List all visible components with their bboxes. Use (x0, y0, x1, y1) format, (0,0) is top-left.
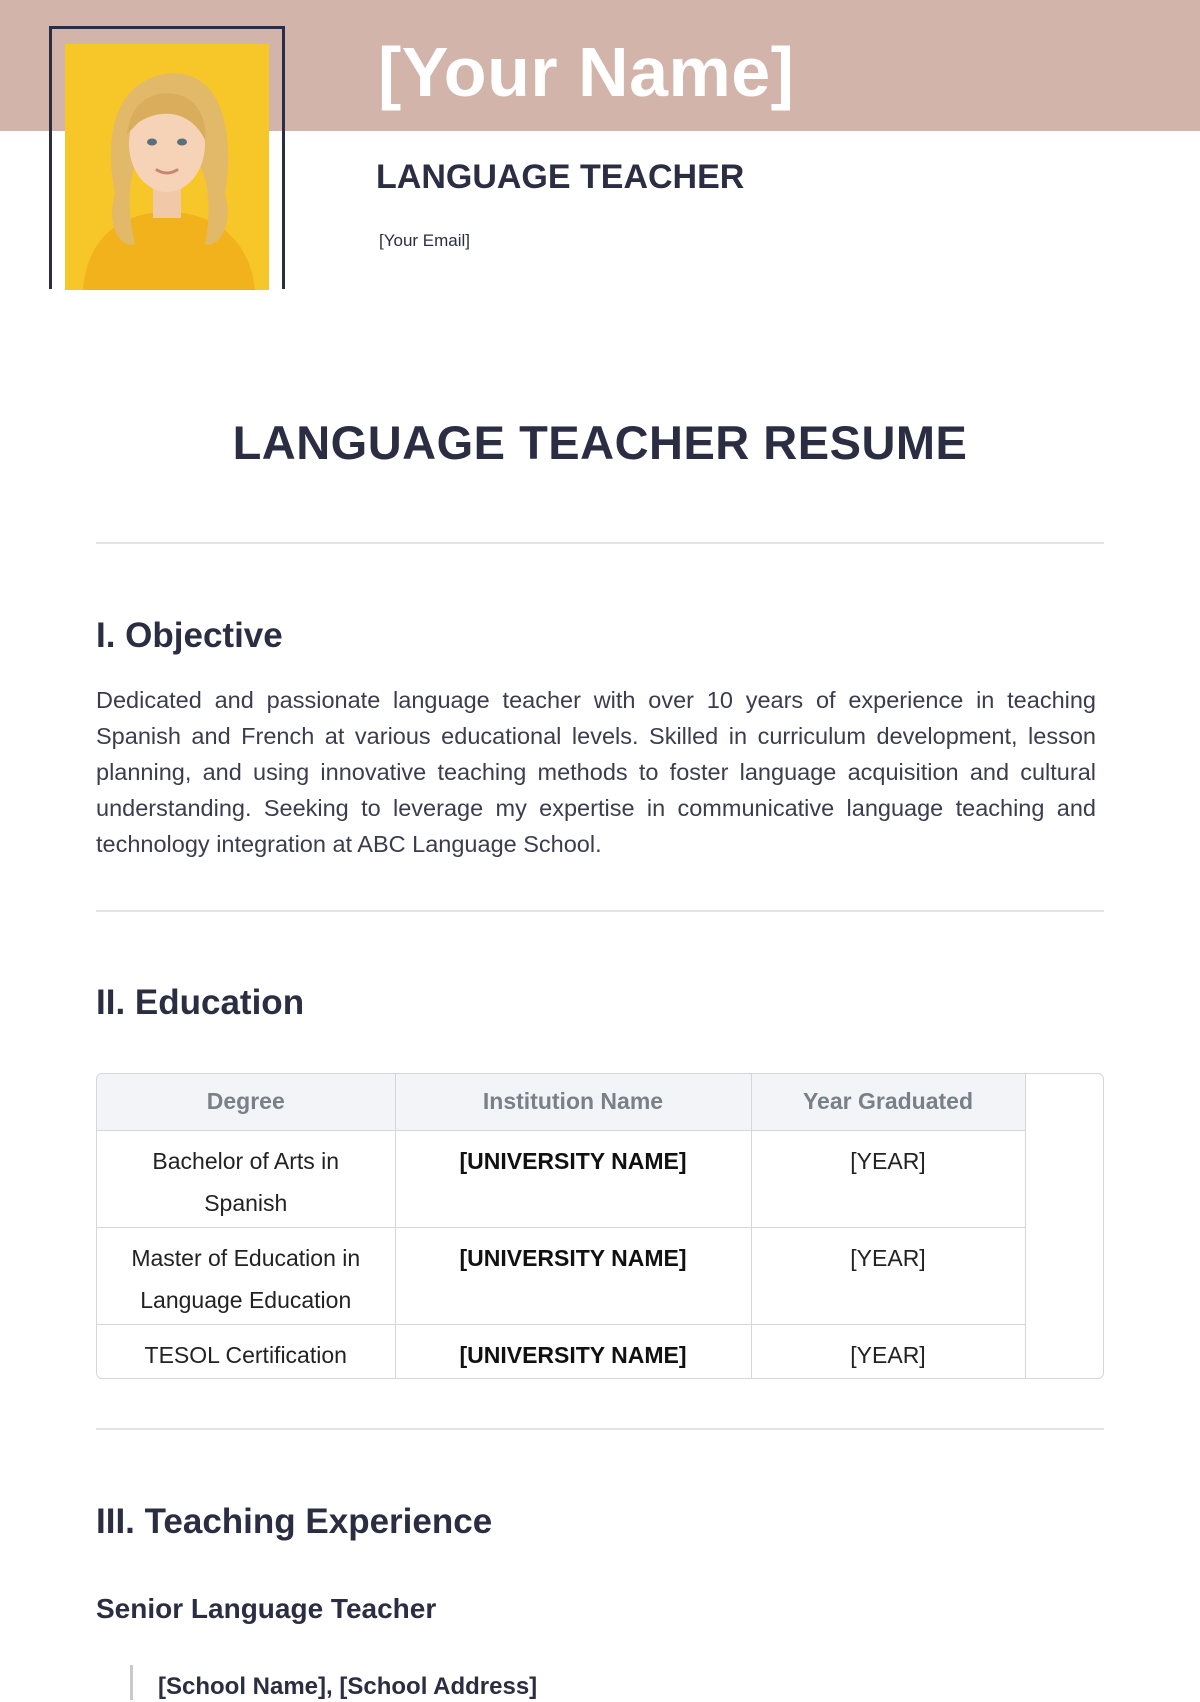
institution-cell: [UNIVERSITY NAME] (395, 1227, 751, 1324)
school-name-address: [School Name], [School Address] (158, 1673, 538, 1700)
table-row (97, 1227, 1025, 1324)
column-header-degree: Degree (97, 1074, 395, 1130)
table-header-row (97, 1074, 1025, 1130)
table-row (97, 1130, 1025, 1227)
section-divider (96, 542, 1104, 544)
year-cell: [YEAR] (751, 1130, 1025, 1227)
column-header-year: Year Graduated (751, 1074, 1025, 1130)
email-placeholder: [Your Email] (379, 231, 471, 250)
position-title: Senior Language Teacher (96, 1593, 437, 1624)
education-table (96, 1073, 1104, 1379)
column-header-institution: Institution Name (395, 1074, 751, 1130)
degree-cell: TESOL Certification (97, 1324, 395, 1379)
degree-cell: Bachelor of Arts in Spanish (97, 1130, 395, 1227)
year-cell: [YEAR] (751, 1324, 1025, 1379)
blockquote-bar (130, 1665, 133, 1700)
profile-photo (65, 44, 269, 290)
institution-cell: [UNIVERSITY NAME] (395, 1130, 751, 1227)
year-cell: [YEAR] (751, 1227, 1025, 1324)
objective-heading: I. Objective (96, 616, 283, 655)
institution-cell: [UNIVERSITY NAME] (395, 1324, 751, 1379)
document-title: LANGUAGE TEACHER RESUME (232, 416, 968, 469)
experience-heading: III. Teaching Experience (96, 1502, 493, 1541)
candidate-name: [Your Name] (378, 33, 795, 111)
degree-cell: Master of Education in Language Education (97, 1227, 395, 1324)
section-divider (96, 1428, 1104, 1430)
objective-paragraph: Dedicated and passionate language teacher with over 10 years of experience in teaching Spanish and French at various educational levels. Skilled in curriculum development, lesson planning, and using innovative teaching methods to foster language acquisition and cultural understanding. Seeking to leverage my expertise in communicative language teaching and technology integration at ABC Language School. (96, 687, 1096, 857)
section-divider (96, 910, 1104, 912)
table-row (97, 1324, 1025, 1379)
job-title: LANGUAGE TEACHER (376, 158, 745, 196)
education-heading: II. Education (96, 983, 305, 1022)
